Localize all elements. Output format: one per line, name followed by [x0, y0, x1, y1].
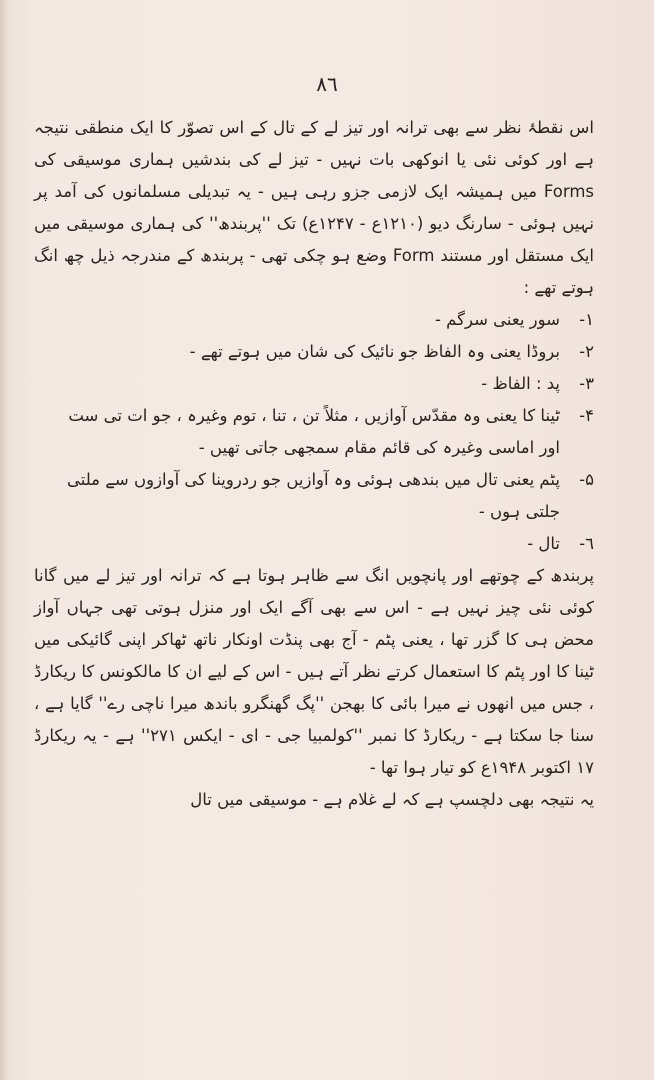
list-item-text: سور یعنی سرگم - [434, 310, 560, 329]
list-item [34, 464, 594, 528]
prabandh-parts-list [34, 304, 594, 560]
list-item-text: ٹینا کا یعنی وہ مقدّس آوازیں ، مثلاً تن ، تنا ، توم وغیرہ ، جو ات تی ست اور اماسی وغیرہ کی قائم مقام سمجھی جاتی تھیں - [68, 406, 560, 457]
list-item-text: پٹم یعنی تال میں بندھی ہوئی وہ آوازیں جو ردروینا کی آوازوں سے ملتی جلتی ہوں - [66, 470, 560, 521]
list-item-text: بروڈا یعنی وہ الفاظ جو نائیک کی شان میں ہوتے تھے - [189, 342, 560, 361]
list-item-marker: ۴- [579, 406, 594, 425]
page-body [34, 112, 594, 816]
final-line: یہ نتیجہ بھی دلچسپ ہے کہ لے غلام ہے - موسیقی میں تال [190, 790, 594, 809]
list-item-text: پد : الفاظ - [481, 374, 560, 393]
list-item-marker: ٢- [579, 342, 594, 361]
list-item [34, 528, 594, 560]
closing-paragraph: پربندھ کے چوتھے اور پانچویں انگ سے ظاہر ہوتا ہے کہ ترانہ اور تیز لے میں گانا کوئی نئی چیز نہیں ہے - اس سے بھی آگے ایک اور منزل ہوتی تھی جہاں آواز محض ہی کا گزر تھا ، یعنی پٹم - آج بھی پنڈت اونکار ناتھ ٹھاکر اپنی گائیکی میں ٹینا کا اور پٹم کا استعمال کرتے نظر آتے ہیں - اس کے لیے ان کا مالکونس کا ریکارڈ ، جس میں انھوں نے میرا بائی کا بھجن ''پگ گھنگرو باندھ میرا ناچی رے'' گایا ہے ، سنا جا سکتا ہے - ریکارڈ کا نمبر ''کولمبیا جی - ای - ایکس ۲۷۱'' ہے - یہ ریکارڈ ۱۷ اکتوبر ۱۹۴۸ع کو تیار ہوا تھا - [34, 566, 594, 777]
list-item-text: تال - [527, 534, 560, 553]
page-number: ۸٦ [316, 72, 338, 96]
list-item [34, 336, 594, 368]
list-item [34, 304, 594, 336]
list-item-marker: ١- [579, 310, 594, 329]
list-item-marker: ٣- [579, 374, 594, 393]
list-item-marker: ٦- [579, 534, 594, 553]
page-gutter [0, 0, 10, 1080]
list-item-marker: ۵- [579, 470, 594, 489]
intro-paragraph: اس نقطۂ نظر سے بھی ترانہ اور تیز لے کے تال کے اس تصوّر کا ایک منطقی نتیجہ ہے اور کوئی نئی یا انوکھی بات نہیں - تیز لے کی بندشیں ہماری موسیقی کی Forms میں ہمیشہ ایک لازمی جزو رہی ہیں - یہ تبدیلی مسلمانوں کی آمد پر نہیں ہوئی - سارنگ دیو (۱۲۱۰ع - ۱۲۴۷ع) تک ''پربندھ'' کی ہماری موسیقی میں ایک مستقل اور مستند Form وضع ہو چکی تھی - پربندھ کے مندرجہ ذیل چھ انگ ہوتے تھے : [34, 118, 595, 297]
list-item [34, 400, 594, 464]
list-item [34, 368, 594, 400]
